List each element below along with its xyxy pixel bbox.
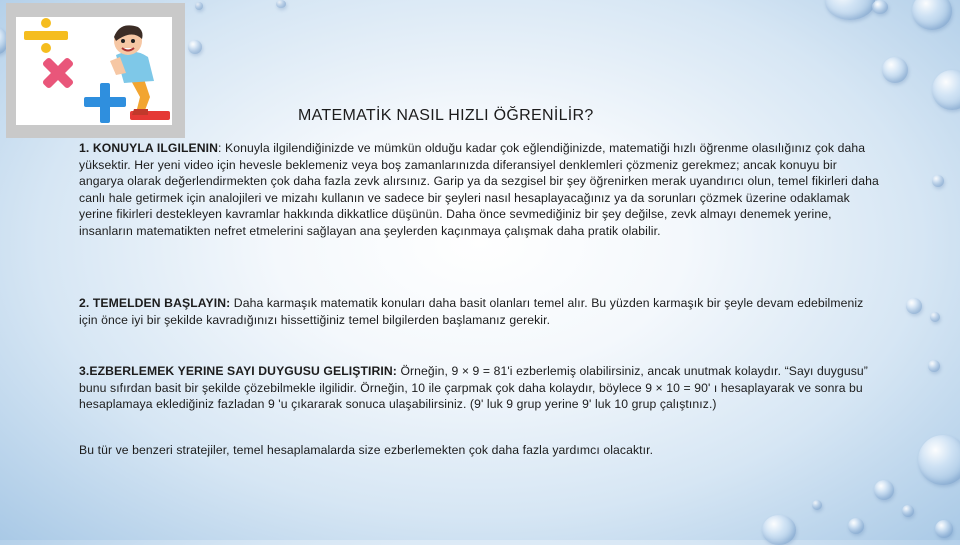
page-title: MATEMATİK NASIL HIZLI ÖĞRENİLİR?: [298, 107, 594, 124]
section-paragraph-2: [79, 295, 879, 328]
section-heading: 3.EZBERLEMEK YERINE SAYI DUYGUSU GELIŞTIRIN:: [79, 364, 397, 378]
closing-paragraph: Bu tür ve benzeri stratejiler, temel hesaplamalarda size ezberlemekten çok daha fazla yardımcı olacaktır.: [79, 443, 654, 457]
math-logo-frame: [6, 3, 185, 138]
section-text: : Konuyla ilgilendiğinizde ve mümkün olduğu kadar çok eğlendiğinizde, matematiği hızlı öğrenme olasılığınız çok daha yüksektir. Her yeni video için hevesle beklemeniz veya boş zamanlarınızda diferansiyel denklemleri çözmeniz gerekmez; ancak konuyu bir angarya olarak değerlendirmekten çok daha fazla zevk alırsınız. Garip ya da sezgisel bir şey öğrenirken merak uyandırıcı olun, temel fikirleri daha canlı hale getirmek için analojileri ve mizahı kullanın ve sadece bir şeyleri nasıl hesaplayacağınız ya da sorunları çözmek üzerine odaklamak yerine fikirleri destekleyen kavramlar hakkında dikkatlice düşünün. Daha önce sevmediğiniz bir şey değilse, zevk almayı denemek yerine, insanların matematikten nefret etmelerini sağlayan ana şeylerden kaçınmaya çalışmak daha pratik olabilir.: [79, 141, 879, 238]
divide-sign-icon: [24, 18, 68, 53]
section-text: Daha karmaşık matematik konuları daha basit olanları temel alır. Bu yüzden karmaşık bir şeyle devam edebilmeniz için önce iyi bir şekilde kavradığınızı hissettiğiniz temel bilgilerden başlamanız gerekir.: [79, 296, 864, 327]
section-text: Örneğin, 9 × 9 = 81'i ezberlemiş olabilirsiniz, ancak unutmak kolaydır. “Sayı duygusu” bunu sıfırdan basit bir şekilde çözebilmekle ilgilidir. Örneğin, 10 ile çarpmak çok daha kolaydır, böylece 9 × 10 = 90' ı hesaplayarak ve sonra bu hesaplamaya eklediğiniz fazladan 9 'u çıkararak sonuca ulaşabilirsiniz. (9' luk 9 grup yerine 9' luk 10 grup çalıştınız.): [79, 364, 868, 411]
math-logo-image: [16, 17, 172, 125]
multiply-sign-icon: [33, 48, 84, 99]
section-heading: 1. KONUYLA ILGILENIN: [79, 141, 219, 155]
section-paragraph-1: [79, 140, 879, 239]
section-heading: 2. TEMELDEN BAŞLAYIN:: [79, 296, 231, 310]
plus-sign-icon: [84, 83, 126, 123]
section-paragraph-3: [79, 363, 879, 413]
